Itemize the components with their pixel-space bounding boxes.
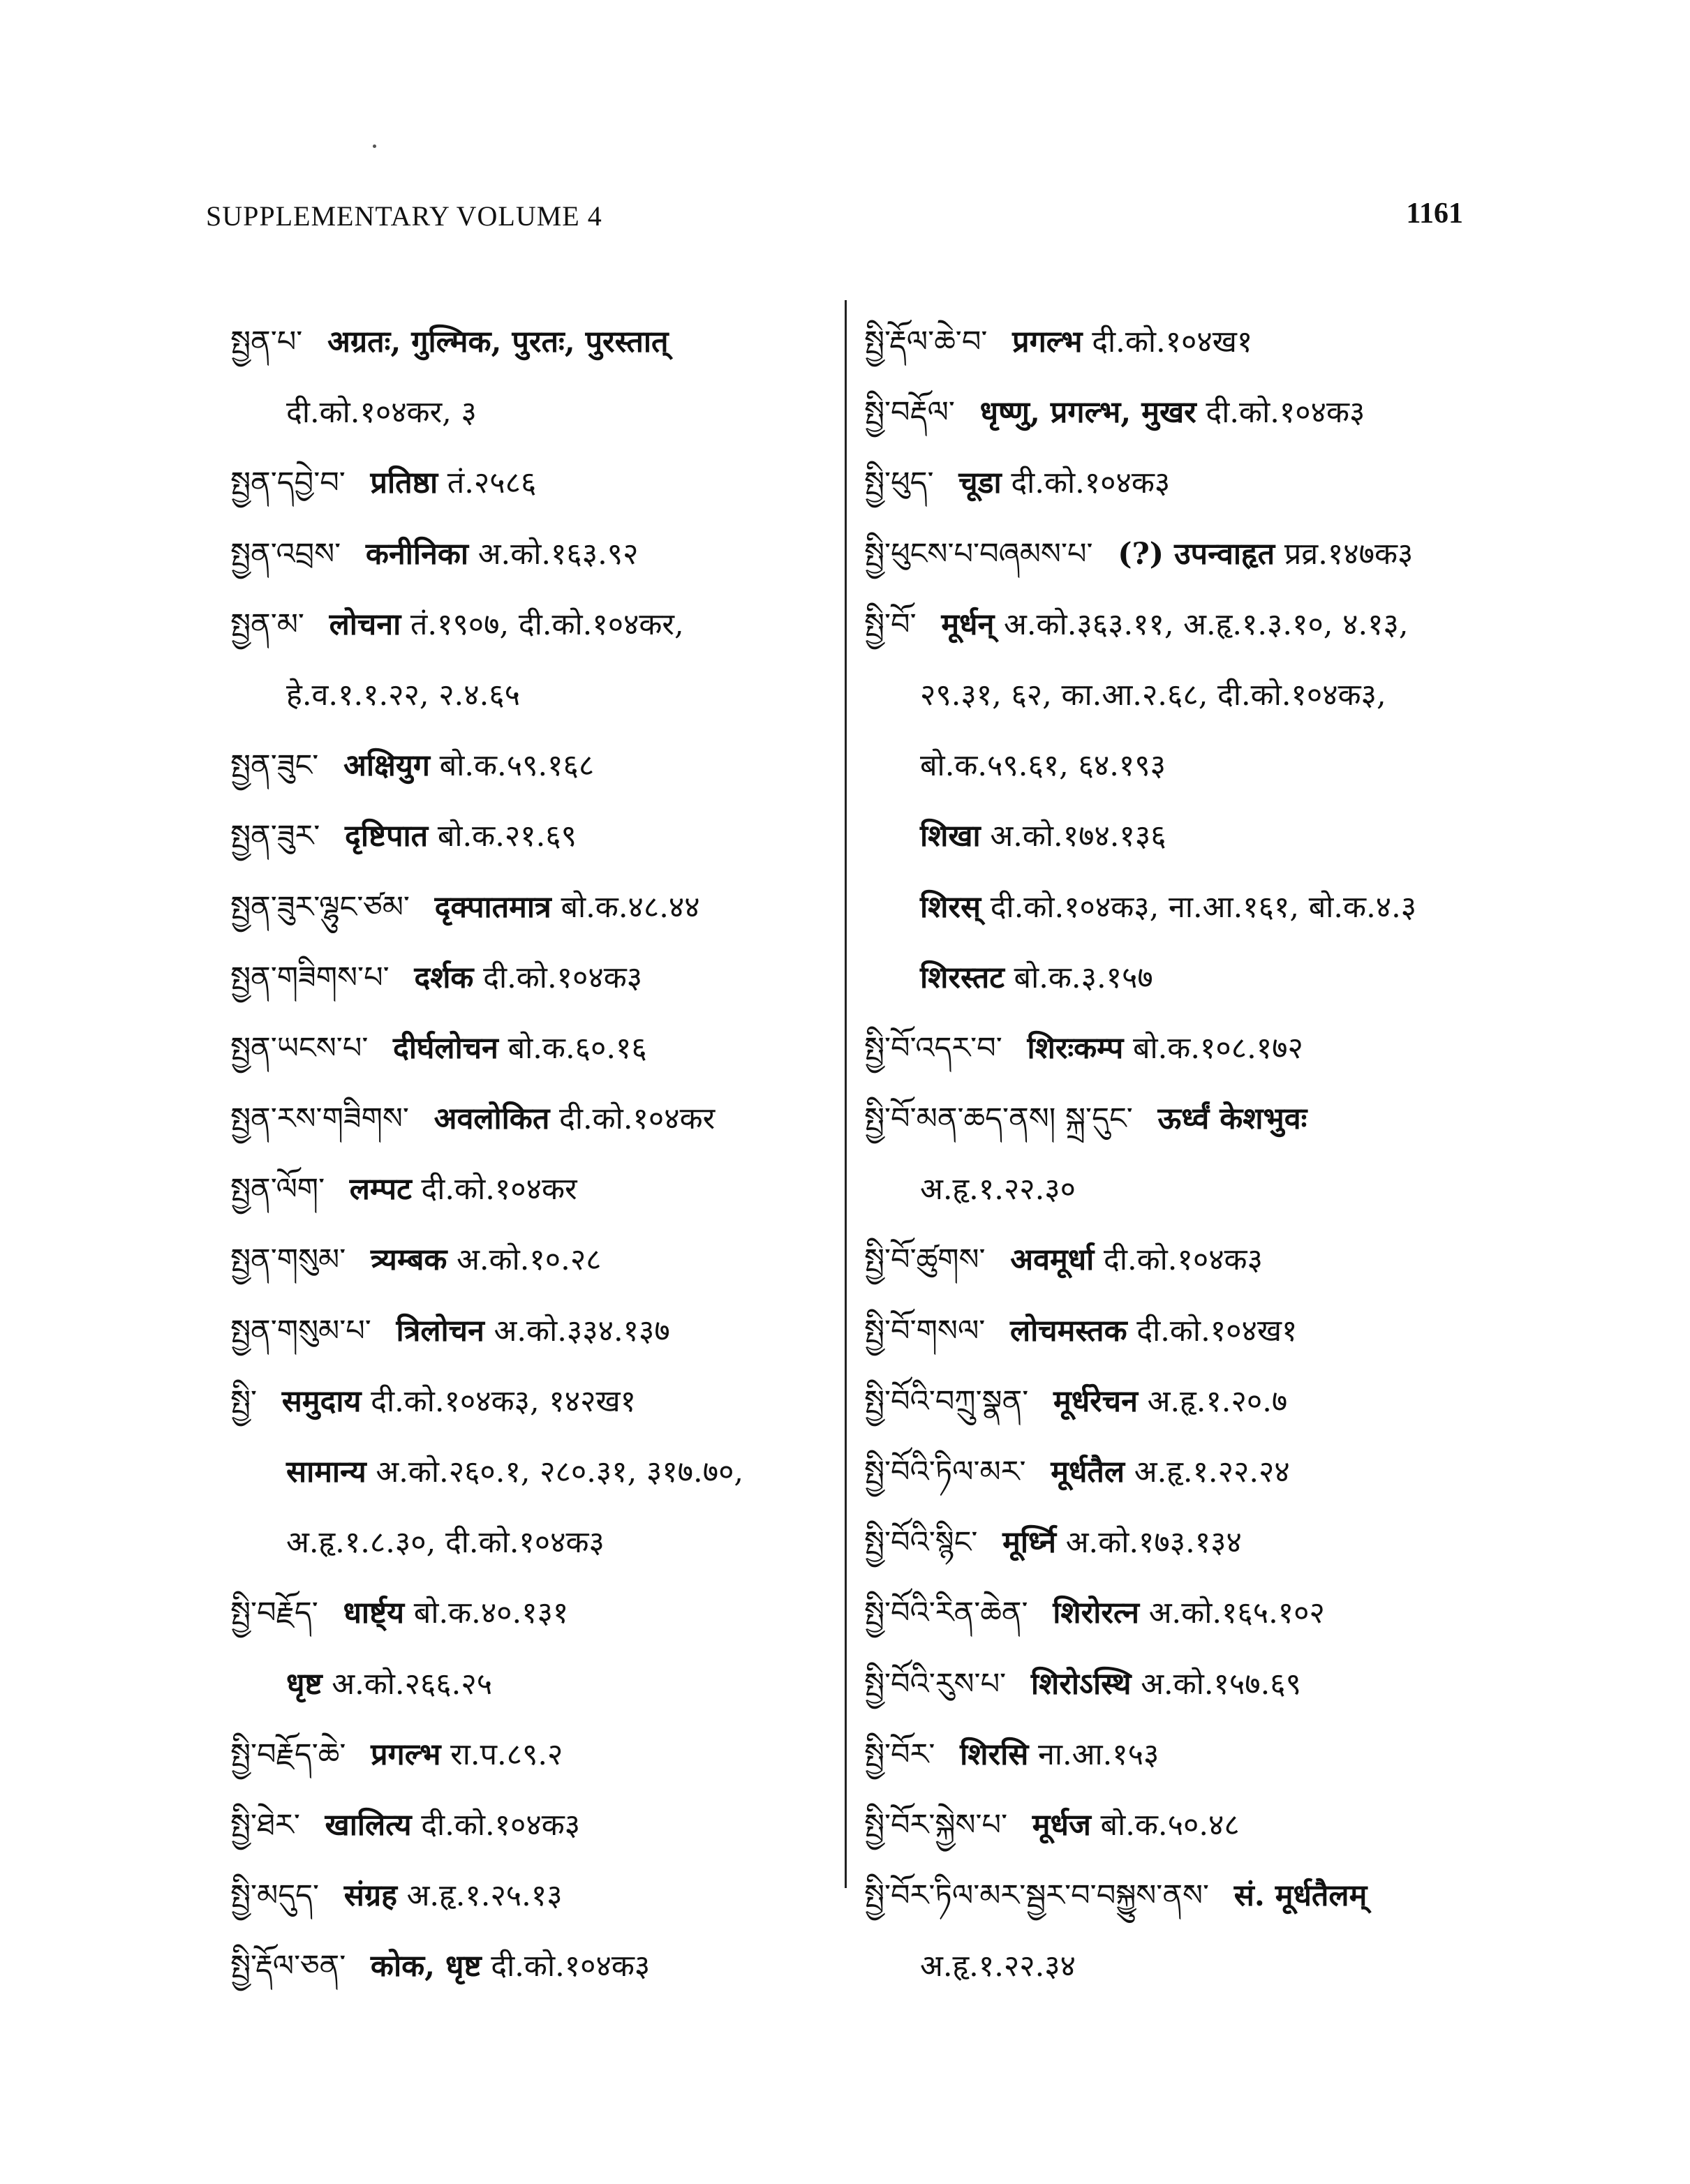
dictionary-line: [864, 590, 1492, 660]
source-reference: दी.को.१०४ख१: [1136, 1313, 1298, 1349]
source-reference: बो.क.३.१५७: [1014, 960, 1153, 995]
dictionary-line: [230, 519, 838, 590]
sanskrit-equivalent: धृष्णु, प्रगल्भ, मुखर: [979, 395, 1196, 431]
tibetan-headword: སྤྱན་ཟུང་: [230, 748, 319, 784]
dictionary-line: [230, 1296, 838, 1367]
tibetan-headword: སྤྱི་བོའི་རུས་པ་: [864, 1666, 1007, 1702]
source-reference: दी.को.१०४क३: [1011, 466, 1171, 501]
source-reference: बो.क.४८.४४: [561, 889, 700, 925]
source-reference: तं.२५८६: [447, 466, 537, 501]
tibetan-headword: སྤྱི་ཕུངས་པ་བཞམས་པ་: [864, 536, 1093, 572]
source-reference: बो.क.१०८.१७२: [1132, 1030, 1303, 1066]
dictionary-line: [864, 1225, 1492, 1295]
source-reference: अ.को.२६६.२५: [332, 1666, 493, 1702]
sanskrit-equivalent: मूर्धरेचन: [1053, 1383, 1138, 1419]
dictionary-line: [864, 378, 1492, 448]
dictionary-line: [230, 307, 838, 378]
sanskrit-equivalent: अग्रतः, गुल्मिक, पुरतः, पुरस्तात्: [327, 325, 669, 359]
dictionary-line: [230, 1225, 838, 1295]
dictionary-line: [230, 1013, 838, 1084]
dictionary-line: [864, 731, 1492, 801]
tibetan-headword: སྤྱི་བོར་: [864, 1737, 935, 1772]
right-column: [864, 307, 1492, 2003]
dictionary-line: [864, 943, 1492, 1013]
tibetan-headword: སྤྱི་བོ་མན་ཆད་ནས། སྐྲ་དུང་: [864, 1101, 1133, 1137]
sanskrit-equivalent: चूडा: [958, 466, 1002, 501]
column-divider: [845, 300, 847, 1888]
dictionary-line: [230, 448, 838, 519]
source-reference: अ.को.१६५.१०२: [1148, 1596, 1325, 1631]
dictionary-line: [230, 660, 838, 731]
tibetan-headword: སྤྱན་དབྱེ་བ་: [230, 466, 346, 501]
sanskrit-equivalent: सामान्य: [286, 1455, 366, 1490]
source-reference: अ.हृ.१.२२.३४: [920, 1949, 1076, 1984]
sanskrit-equivalent: ऊर्ध्वं केशभुवः: [1157, 1101, 1307, 1137]
dictionary-line: [864, 1931, 1492, 2002]
source-reference: अ.को.३३४.१३७: [494, 1313, 670, 1349]
dictionary-line: [230, 872, 838, 943]
tibetan-headword: སྤྱི་བོར་ཏིལ་མར་སྦྱར་བ་བསྐྱུས་ནས་: [864, 1878, 1210, 1914]
dictionary-line: [864, 1013, 1492, 1084]
tibetan-headword: སྤྱན་ཟུར་: [230, 819, 320, 854]
source-reference: दी.को.१०४कर, ३: [286, 395, 477, 431]
sanskrit-equivalent: समुदाय: [281, 1383, 362, 1419]
tibetan-headword: སྤྱི་རྡོལ་ཅན་: [230, 1949, 346, 1984]
page-number: 1161: [1406, 198, 1463, 230]
dictionary-line: [864, 1720, 1492, 1790]
sanskrit-equivalent: शिरस्: [920, 889, 981, 925]
left-column: [230, 307, 838, 2003]
source-reference: बो.क.५९.६१, ६४.१९३: [920, 748, 1166, 784]
source-reference: दी.को.१०४क३: [1104, 1242, 1263, 1278]
source-reference: अ.को.२६०.१, २८०.३१, ३१७.७०,: [376, 1455, 744, 1490]
source-reference: अ.को.१७४.१३६: [990, 819, 1166, 854]
tibetan-headword: སྤྱན་ཟུར་ལྷུང་ཙམ་: [230, 889, 410, 925]
dictionary-line: [230, 1508, 838, 1578]
tibetan-headword: སྤྱན་གཟིགས་པ་: [230, 960, 390, 995]
source-reference: ना.आ.१५३: [1037, 1737, 1159, 1772]
stray-mark: [373, 144, 376, 148]
sanskrit-equivalent: धृष्ट: [286, 1666, 323, 1702]
source-reference: बो.क.६०.१६: [507, 1030, 647, 1066]
source-reference: बो.क.५०.४८: [1100, 1807, 1240, 1843]
source-reference: अ.को.१०.२८: [457, 1242, 602, 1278]
sanskrit-equivalent: दीर्घलोचन: [393, 1030, 498, 1066]
dictionary-line: [864, 307, 1492, 378]
tibetan-headword: སྤྱི་རྡོལ་ཆེ་བ་: [864, 325, 988, 359]
source-reference: दी.को.१०४क३: [491, 1949, 651, 1984]
tibetan-headword: སྤྱན་མ་: [230, 607, 304, 642]
tibetan-headword: སྤྱི་ཐེར་: [230, 1807, 300, 1843]
tibetan-headword: སྤྱི་བརྗོད་: [230, 1596, 318, 1631]
dictionary-line: [864, 519, 1492, 590]
source-reference: बो.क.५९.१६८: [439, 748, 595, 784]
source-reference: दी.को.१०४क३: [483, 960, 643, 995]
dictionary-line: [864, 1508, 1492, 1578]
dictionary-line: [864, 1296, 1492, 1367]
dictionary-line: [230, 1931, 838, 2002]
source-reference: अ.हृ.१.२५.१३: [406, 1878, 563, 1914]
sanskrit-equivalent: सं. मूर्धतैलम्: [1233, 1878, 1367, 1914]
dictionary-line: [864, 1790, 1492, 1861]
dictionary-line: [230, 1367, 838, 1437]
sanskrit-equivalent: प्रगल्भ: [371, 1737, 441, 1772]
dictionary-line: [864, 1437, 1492, 1508]
tibetan-headword: སྤྱན་རས་གཟིགས་: [230, 1101, 409, 1137]
source-reference: दी.को.१०४ख१: [1092, 325, 1253, 359]
source-reference: दी.को.१०४क३, ना.आ.१६१, बो.क.४.३: [990, 889, 1417, 925]
sanskrit-equivalent: मूर्धज: [1032, 1807, 1091, 1843]
sanskrit-equivalent: मूर्धन्: [941, 607, 995, 642]
sanskrit-equivalent: लोचना: [329, 607, 401, 642]
sanskrit-equivalent: धार्ष्ट्य: [343, 1596, 405, 1631]
sanskrit-equivalent: दृक्पातमात्र: [434, 889, 551, 925]
dictionary-line: [864, 1367, 1492, 1437]
sanskrit-equivalent: शिरसि: [960, 1737, 1029, 1772]
tibetan-headword: སྤྱན་པ་: [230, 325, 303, 359]
tibetan-headword: སྤྱི་བོ་: [864, 607, 917, 642]
source-reference: अ.को.१६३.९२: [477, 536, 639, 572]
tibetan-headword: སྤྱན་འབྲས་: [230, 536, 341, 572]
dictionary-line: [864, 1084, 1492, 1154]
dictionary-line: [864, 660, 1492, 731]
tibetan-headword: སྤྱི་བརྡོལ་: [864, 395, 955, 431]
tibetan-headword: སྤྱི་བོ་འདར་བ་: [864, 1030, 1002, 1066]
dictionary-line: [864, 448, 1492, 519]
sanskrit-equivalent: शिरस्तट: [920, 960, 1005, 995]
sanskrit-equivalent: त्र्यम्बक: [370, 1242, 447, 1278]
sanskrit-equivalent: संग्रह: [343, 1878, 397, 1914]
source-reference: हे.व.१.१.२२, २.४.६५: [286, 677, 520, 713]
sanskrit-equivalent: अवलोकित: [433, 1101, 550, 1137]
dictionary-line: [230, 590, 838, 660]
dictionary-line: [230, 801, 838, 872]
source-reference: तं.१९०७, दी.को.१०४कर,: [410, 607, 684, 642]
dictionary-line: [230, 943, 838, 1013]
source-reference: दी.को.१०४क३: [421, 1807, 581, 1843]
source-reference: अ.को.१५७.६९: [1141, 1666, 1302, 1702]
tibetan-headword: སྤྱི་བོའི་ཏིལ་མར་: [864, 1455, 1026, 1490]
source-reference: प्रव्र.१४७क३: [1284, 536, 1414, 572]
tibetan-headword: སྤྱི་བོ་ཚུགས་: [864, 1242, 986, 1278]
source-reference: अ.हृ.१.२२.३०: [920, 1172, 1076, 1208]
source-reference: २९.३१, ६२, का.आ.२.६८, दी.को.१०४क३,: [920, 677, 1386, 713]
running-head: SUPPLEMENTARY VOLUME 4: [206, 200, 602, 232]
sanskrit-equivalent: कनीनिका: [365, 536, 469, 572]
tibetan-headword: སྤྱི་བོའི་རིན་ཆེན་: [864, 1596, 1028, 1631]
sanskrit-equivalent: कोक, धृष्ट: [370, 1949, 482, 1984]
source-reference: बो.क.४०.१३१: [413, 1596, 569, 1631]
tibetan-headword: སྤྱན་གསུམ་: [230, 1242, 346, 1278]
dictionary-line: [864, 801, 1492, 872]
tibetan-headword: སྤྱན་གསུམ་པ་: [230, 1313, 371, 1349]
sanskrit-equivalent: दर्शक: [414, 960, 474, 995]
source-reference: अ.हृ.१.८.३०, दी.को.१०४क३: [286, 1525, 605, 1561]
dictionary-line: [230, 1578, 838, 1649]
source-reference: अ.हृ.१.२०.७: [1147, 1383, 1288, 1419]
tibetan-headword: སྤྱི་མདུད་: [230, 1878, 320, 1914]
sanskrit-equivalent: मूर्धतैल: [1051, 1455, 1125, 1490]
sanskrit-equivalent: शिरोऽस्थि: [1030, 1666, 1132, 1702]
source-reference: अ.को.१७३.१३४: [1065, 1525, 1242, 1561]
tibetan-headword: སྤྱི་: [230, 1383, 258, 1419]
sanskrit-equivalent: शिरोरत्न: [1053, 1596, 1140, 1631]
tibetan-headword: སྤྱི་བོར་སྐྱེས་པ་: [864, 1807, 1008, 1843]
sanskrit-equivalent: शिरःकम्प: [1027, 1030, 1124, 1066]
sanskrit-equivalent: मूर्ध्नि: [1002, 1525, 1057, 1561]
dictionary-line: [230, 1790, 838, 1861]
tibetan-headword: སྤྱི་བོའི་བཀྲུ་སྣན་: [864, 1383, 1029, 1419]
dictionary-line: [230, 1154, 838, 1225]
tibetan-headword: སྤྱི་བོའི་སྙིང་: [864, 1525, 978, 1561]
dictionary-line: [230, 731, 838, 801]
sanskrit-equivalent: (?) उपन्वाहृत: [1118, 536, 1275, 572]
source-reference: दी.को.१०४कर: [559, 1101, 716, 1137]
sanskrit-equivalent: खालित्य: [325, 1807, 412, 1843]
source-reference: बो.क.२१.६९: [437, 819, 577, 854]
sanskrit-equivalent: दृष्टिपात: [344, 819, 429, 854]
sanskrit-equivalent: लोचमस्तक: [1010, 1313, 1127, 1349]
dictionary-line: [230, 378, 838, 448]
source-reference: दी.को.१०४क३, १४२ख१: [371, 1383, 636, 1419]
dictionary-line: [230, 1720, 838, 1790]
dictionary-line: [864, 1861, 1492, 1931]
tibetan-headword: སྤྱན་ལོག་: [230, 1172, 325, 1208]
sanskrit-equivalent: त्रिलोचन: [396, 1313, 484, 1349]
dictionary-line: [864, 1578, 1492, 1649]
sanskrit-equivalent: प्रतिष्ठा: [370, 466, 438, 501]
tibetan-headword: སྤྱི་ཕུད་: [864, 466, 934, 501]
sanskrit-equivalent: प्रगल्भ: [1012, 325, 1083, 359]
source-reference: दी.को.१०४कर: [421, 1172, 577, 1208]
tibetan-headword: སྤྱན་ཡངས་པ་: [230, 1030, 369, 1066]
source-reference: रा.प.८९.२: [450, 1737, 563, 1772]
tibetan-headword: སྤྱི་བོ་གསལ་: [864, 1313, 986, 1349]
dictionary-line: [230, 1649, 838, 1720]
dictionary-line: [864, 872, 1492, 943]
sanskrit-equivalent: लम्पट: [349, 1172, 412, 1208]
sanskrit-equivalent: शिखा: [920, 819, 981, 854]
source-reference: अ.को.३६३.११, अ.हृ.१.३.१०, ४.१३,: [1004, 607, 1409, 642]
dictionary-line: [864, 1154, 1492, 1225]
tibetan-headword: སྤྱི་བརྗོད་ཆེ་: [230, 1737, 346, 1772]
dictionary-line: [230, 1861, 838, 1931]
sanskrit-equivalent: अवमूर्धा: [1010, 1242, 1095, 1278]
source-reference: अ.हृ.१.२२.२४: [1134, 1455, 1290, 1490]
source-reference: दी.को.१०४क३: [1206, 395, 1365, 431]
dictionary-line: [230, 1084, 838, 1154]
dictionary-line: [230, 1437, 838, 1508]
dictionary-line: [864, 1649, 1492, 1720]
sanskrit-equivalent: अक्षियुग: [343, 748, 430, 784]
